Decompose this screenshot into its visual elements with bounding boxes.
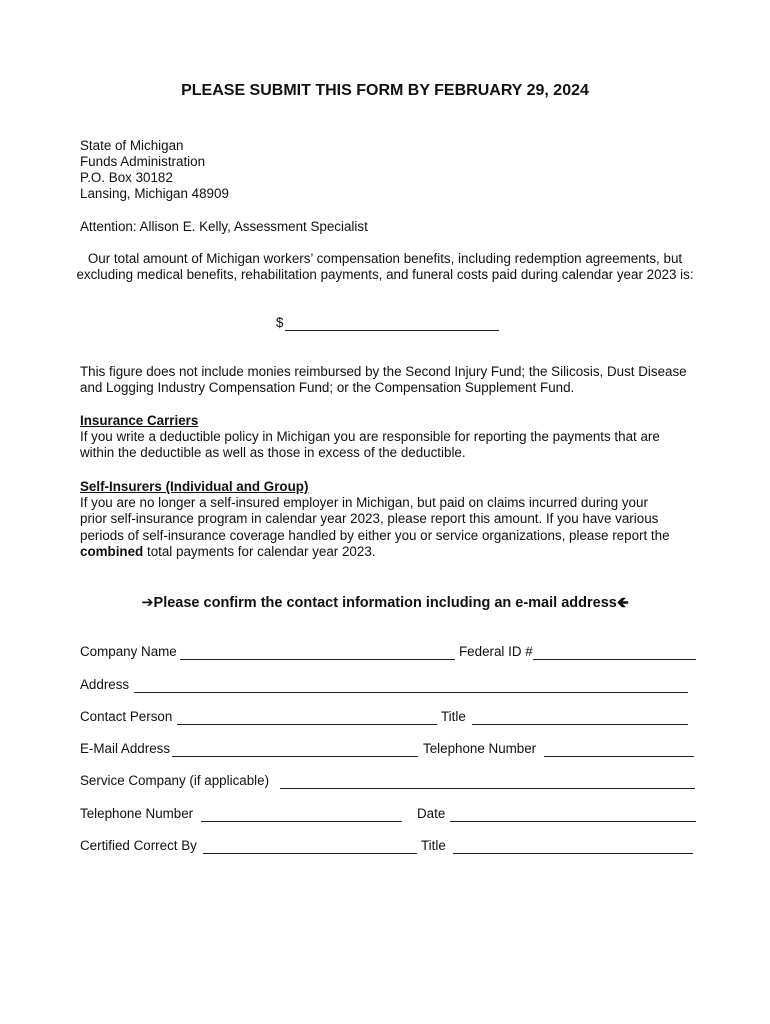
- address-field[interactable]: [134, 692, 688, 693]
- contact-person-field[interactable]: [177, 724, 437, 725]
- federal-id-field[interactable]: [533, 659, 696, 660]
- company-row: [80, 644, 700, 662]
- company-name-label: Company Name: [80, 644, 177, 659]
- self-insurers-line-4: [80, 544, 720, 560]
- address-line-1: State of Michigan: [80, 138, 184, 153]
- self-insurers-line-2: prior self-insurance program in calendar year 2023, please report this amount. If you have various: [80, 511, 659, 527]
- exclusion-note-line-2: and Logging Industry Compensation Fund; or the Compensation Supplement Fund.: [80, 380, 575, 396]
- confirm-contact-heading: [0, 592, 770, 617]
- email-address-field[interactable]: [172, 756, 418, 757]
- certification-row: [80, 838, 700, 856]
- certified-correct-by-field[interactable]: [203, 853, 417, 854]
- right-arrow-icon: ➔: [141, 595, 154, 611]
- dollar-sign: $: [276, 315, 284, 330]
- telephone-number-label: Telephone Number: [423, 741, 537, 756]
- certifier-title-label: Title: [421, 838, 446, 853]
- telephone-number-2-label: Telephone Number: [80, 806, 194, 821]
- contact-title-label: Title: [441, 709, 466, 724]
- address-row: [80, 677, 700, 695]
- combined-emphasis: combined: [80, 543, 144, 559]
- address-line-2: Funds Administration: [80, 154, 206, 169]
- contact-row: [80, 709, 700, 727]
- email-address-label: E-Mail Address: [80, 741, 171, 756]
- address-label: Address: [80, 677, 130, 692]
- service-company-field[interactable]: [280, 788, 695, 789]
- exclusion-note-line-1: This figure does not include monies reimbursed by the Second Injury Fund; the Silicosis, Dust Disease: [80, 364, 687, 379]
- self-insurers-heading: Self-Insurers (Individual and Group): [80, 479, 309, 494]
- address-line-4: Lansing, Michigan 48909: [80, 186, 229, 201]
- service-company-row: [80, 773, 700, 791]
- amount-field[interactable]: [276, 315, 502, 333]
- statement-line-2: excluding medical benefits, rehabilitation payments, and funeral costs paid during calendar year 2023 is:: [76, 267, 694, 282]
- contact-person-label: Contact Person: [80, 709, 173, 724]
- insurance-carriers-heading: Insurance Carriers: [80, 413, 199, 428]
- service-company-label: Service Company (if applicable): [80, 773, 270, 788]
- company-name-field[interactable]: [180, 659, 455, 660]
- certifier-title-field[interactable]: [453, 853, 693, 854]
- date-field[interactable]: [450, 821, 696, 822]
- telephone-date-row: [80, 806, 700, 824]
- left-arrow-icon: 🡸: [616, 595, 629, 611]
- page-title: PLEASE SUBMIT THIS FORM BY FEBRUARY 29, 2024: [181, 82, 589, 99]
- self-insurers-line-3: periods of self-insurance coverage handled by either you or service organizations, please report the: [80, 527, 670, 543]
- attention-line: Attention: Allison E. Kelly, Assessment Specialist: [80, 219, 368, 234]
- certified-correct-by-label: Certified Correct By: [80, 838, 197, 853]
- self-insurers-line-4-rest: total payments for calendar year 2023.: [143, 543, 376, 559]
- self-insurers-section: [80, 479, 720, 560]
- insurance-carriers-line-2: within the deductible as well as those in excess of the deductible.: [80, 445, 466, 461]
- insurance-carriers-line-1: If you write a deductible policy in Michigan you are responsible for reporting the payments that are: [80, 429, 660, 445]
- exclusion-note: [80, 364, 720, 396]
- telephone-number-2-field[interactable]: [201, 821, 402, 822]
- self-insurers-line-1: If you are no longer a self-insured employer in Michigan, but paid on claims incurred during your: [80, 495, 648, 511]
- date-label: Date: [417, 806, 446, 821]
- confirm-text: Please confirm the contact information including an e-mail address: [153, 595, 617, 611]
- insurance-carriers-section: [80, 413, 720, 462]
- amount-blank[interactable]: [285, 330, 499, 331]
- federal-id-label: Federal ID #: [459, 644, 533, 659]
- telephone-number-field[interactable]: [544, 756, 694, 757]
- address-line-3: P.O. Box 30182: [80, 170, 173, 185]
- email-row: [80, 741, 700, 759]
- contact-title-field[interactable]: [472, 724, 688, 725]
- statement-line-1: Our total amount of Michigan workers’ compensation benefits, including redemption agreements, but: [87, 251, 683, 266]
